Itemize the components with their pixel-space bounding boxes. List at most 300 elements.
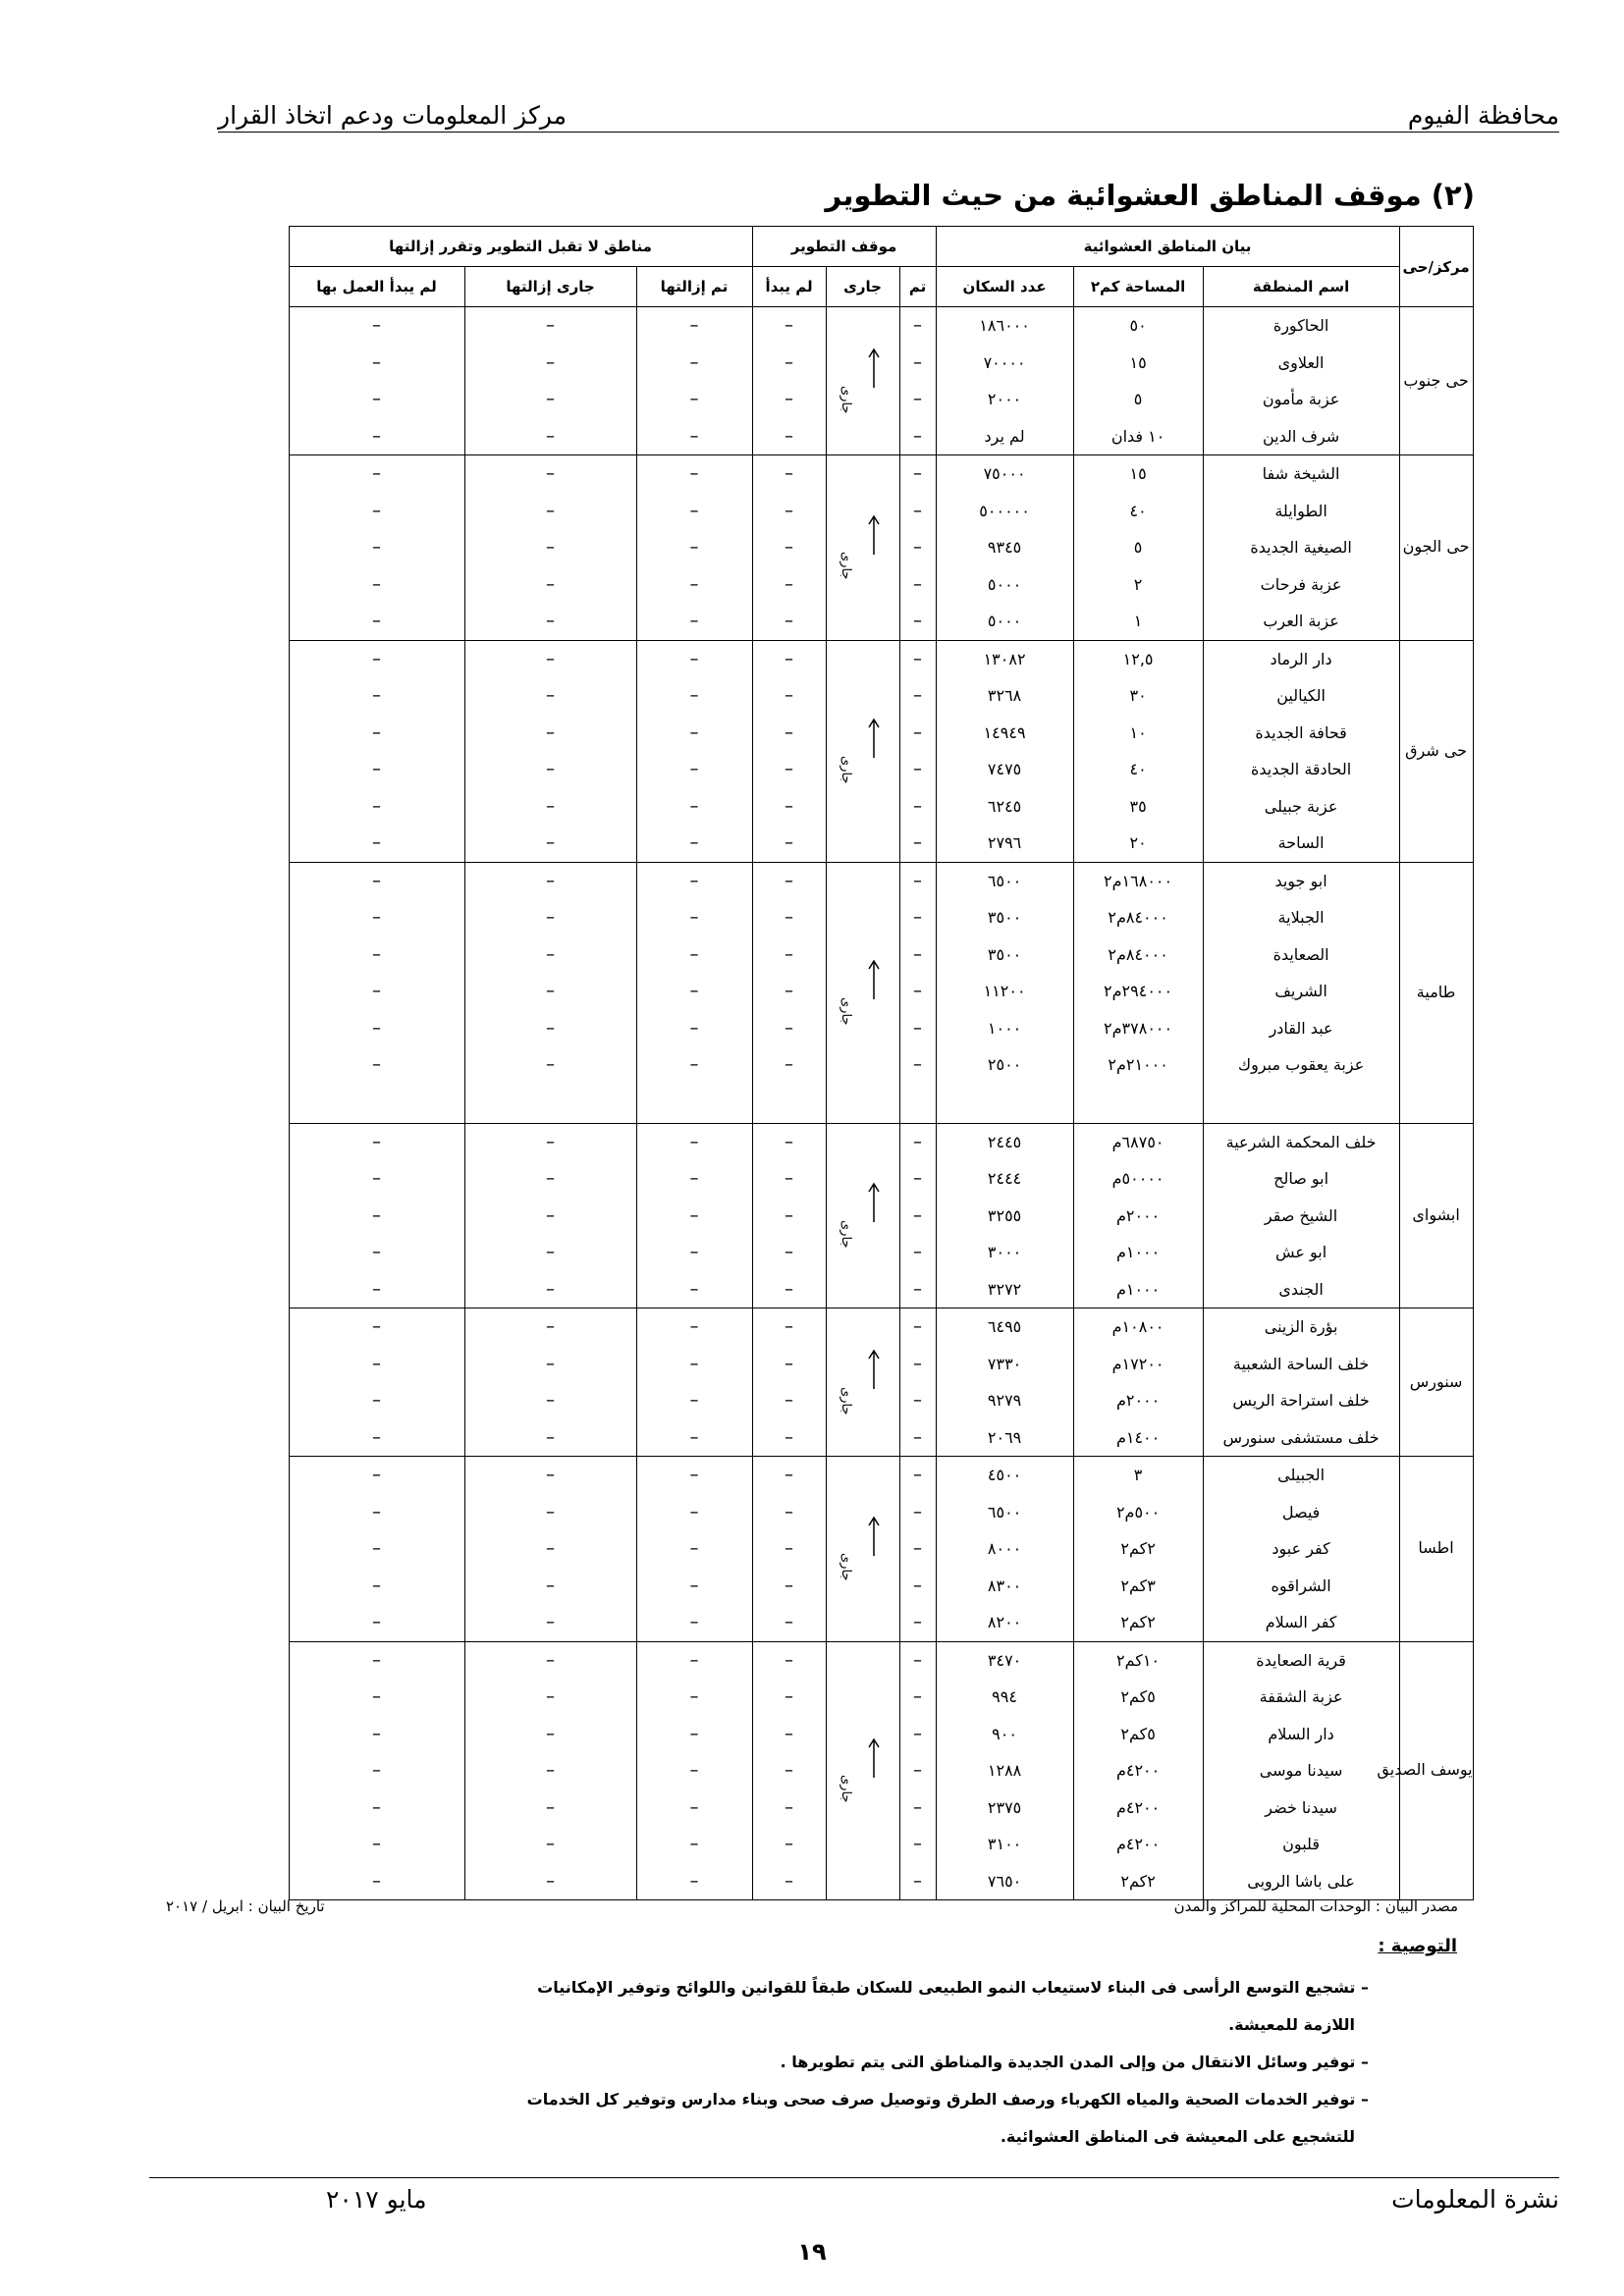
removed-cell: – <box>636 1308 752 1346</box>
not-started-cell: – <box>752 1752 826 1789</box>
size-cell: ٢٠٠٠م <box>1073 1382 1203 1419</box>
page-number: ١٩ <box>797 2238 827 2266</box>
removed-cell: – <box>636 973 752 1010</box>
removed-cell: – <box>636 381 752 418</box>
done-cell: – <box>899 1604 936 1641</box>
population-cell: ٧٥٠٠٠ <box>936 455 1073 493</box>
table-row <box>117 1382 1473 1419</box>
header-area-name: اسم المنطقة <box>1203 267 1399 307</box>
done-cell: – <box>899 1716 936 1753</box>
row-spacer <box>117 715 289 752</box>
population-cell: ٦٢٤٥ <box>936 788 1073 826</box>
recommendation-line: – توفير وسائل الانتقال من وإلى المدن الجديدة والمناطق التى يتم تطويرها . <box>780 2053 1369 2071</box>
not-started-cell: – <box>752 455 826 493</box>
not-started-work-cell: – <box>289 1271 464 1308</box>
done-cell: – <box>899 1494 936 1531</box>
row-spacer <box>117 1679 289 1716</box>
table-row <box>117 566 1473 604</box>
area-name-cell: قرية الصعايدة <box>1203 1641 1399 1679</box>
area-name-cell: الصيغية الجديدة <box>1203 529 1399 566</box>
not-started-cell: – <box>752 493 826 530</box>
recommendation-line: اللازمة للمعيشة. <box>1228 2015 1355 2034</box>
area-name-cell: دار الرماد <box>1203 640 1399 677</box>
done-cell: – <box>899 899 936 936</box>
population-cell: ٥٠٠٠ <box>936 603 1073 640</box>
not-started-cell: – <box>752 345 826 382</box>
size-cell: ٣ <box>1073 1457 1203 1494</box>
not-started-cell: – <box>752 1234 826 1271</box>
table-row <box>117 936 1473 974</box>
ongoing-label: جارى <box>839 1386 854 1415</box>
not-started-cell: – <box>752 566 826 604</box>
size-cell: ٥٠ <box>1073 307 1203 345</box>
not-started-work-cell: – <box>289 1530 464 1568</box>
not-started-work-cell: – <box>289 862 464 899</box>
table-row <box>117 603 1473 640</box>
table-notes <box>117 1897 1458 1915</box>
table-row <box>117 1716 1473 1753</box>
removed-cell: – <box>636 1160 752 1198</box>
removed-cell: – <box>636 307 752 345</box>
ongoing-cell <box>826 1308 899 1457</box>
ongoing-label: جارى <box>839 1219 854 1249</box>
ongoing-arrow-icon <box>861 345 887 417</box>
page-footer <box>149 2185 1559 2224</box>
removed-cell: – <box>636 751 752 788</box>
ongoing-cell <box>826 1457 899 1642</box>
not-started-work-cell: – <box>289 1457 464 1494</box>
removing-cell: – <box>464 418 636 455</box>
done-cell: – <box>899 345 936 382</box>
population-cell: ٨٠٠٠ <box>936 1530 1073 1568</box>
ongoing-cell <box>826 1641 899 1900</box>
not-started-cell: – <box>752 825 826 862</box>
area-name-cell: بؤرة الزينى <box>1203 1308 1399 1346</box>
not-started-cell: – <box>752 1679 826 1716</box>
ongoing-arrow-icon <box>861 1735 887 1807</box>
size-cell: ٤٢٠٠م <box>1073 1752 1203 1789</box>
row-spacer <box>117 603 289 640</box>
removing-cell: – <box>464 1641 636 1679</box>
area-name-cell: العلاوى <box>1203 345 1399 382</box>
row-spacer <box>117 1084 289 1124</box>
size-cell: ١٥ <box>1073 345 1203 382</box>
row-spacer <box>117 1346 289 1383</box>
row-spacer <box>117 1271 289 1308</box>
removed-cell: – <box>636 1046 752 1084</box>
header-removal: مناطق لا تقبل التطوير وتقرر إزالتها <box>289 227 752 267</box>
row-spacer <box>117 1826 289 1863</box>
recommendation-title: التوصية : <box>1378 1936 1457 1956</box>
size-cell: ٢١٠٠٠م٢ <box>1073 1046 1203 1084</box>
center-name: مركز المعلومات ودعم اتخاذ القرار <box>218 101 568 130</box>
population-cell: ٣٥٠٠ <box>936 899 1073 936</box>
not-started-work-cell: – <box>289 751 464 788</box>
not-started-work-cell: – <box>289 529 464 566</box>
table-row <box>117 1010 1473 1047</box>
markaz-cell: حى شرق <box>1399 640 1473 862</box>
table-row <box>117 640 1473 677</box>
not-started-work-cell: – <box>289 899 464 936</box>
markaz-cell: سنورس <box>1399 1308 1473 1457</box>
not-started-cell: – <box>752 1346 826 1383</box>
ongoing-arrow-icon <box>861 1513 887 1585</box>
done-cell: – <box>899 307 936 345</box>
header-population: عدد السكان <box>936 267 1073 307</box>
table-row <box>117 529 1473 566</box>
not-started-cell: – <box>752 1308 826 1346</box>
done-cell: – <box>899 566 936 604</box>
not-started-work-cell: – <box>289 418 464 455</box>
population-cell: ٥٠٠٠٠٠ <box>936 493 1073 530</box>
removed-cell: – <box>636 529 752 566</box>
removing-cell: – <box>464 1826 636 1863</box>
done-cell: – <box>899 1271 936 1308</box>
done-cell: – <box>899 1234 936 1271</box>
population-cell: ٧٤٧٥ <box>936 751 1073 788</box>
publication-name: نشرة المعلومات <box>1391 2185 1559 2214</box>
not-started-work-cell: – <box>289 381 464 418</box>
population-cell: ٧٠٠٠٠ <box>936 345 1073 382</box>
done-cell: – <box>899 1679 936 1716</box>
removed-cell: – <box>636 1010 752 1047</box>
removing-cell: – <box>464 1568 636 1605</box>
removing-cell: – <box>464 1789 636 1827</box>
table-row <box>117 1789 1473 1827</box>
ongoing-arrow-icon <box>861 715 887 787</box>
done-cell: – <box>899 1826 936 1863</box>
removing-cell: – <box>464 899 636 936</box>
row-spacer <box>117 1789 289 1827</box>
slum-areas-table <box>117 226 1474 1900</box>
size-cell: ٥٠٠٠٠م <box>1073 1160 1203 1198</box>
table-row <box>117 1046 1473 1084</box>
removed-cell: – <box>636 1382 752 1419</box>
header-removed: تم إزالتها <box>636 267 752 307</box>
population-cell: ١٣٠٨٢ <box>936 640 1073 677</box>
not-started-work-cell: – <box>289 1160 464 1198</box>
table-row <box>117 715 1473 752</box>
table-row <box>117 1641 1473 1679</box>
area-name-cell: الصعايدة <box>1203 936 1399 974</box>
removing-cell: – <box>464 1752 636 1789</box>
done-cell: – <box>899 1789 936 1827</box>
empty-cell <box>636 1084 752 1124</box>
not-started-cell: – <box>752 529 826 566</box>
population-cell: ٣٢٦٨ <box>936 677 1073 715</box>
removed-cell: – <box>636 1457 752 1494</box>
removed-cell: – <box>636 677 752 715</box>
removed-cell: – <box>636 1604 752 1641</box>
removing-cell: – <box>464 640 636 677</box>
not-started-cell: – <box>752 677 826 715</box>
removed-cell: – <box>636 825 752 862</box>
not-started-work-cell: – <box>289 1308 464 1346</box>
not-started-cell: – <box>752 381 826 418</box>
not-started-work-cell: – <box>289 1234 464 1271</box>
ongoing-arrow-icon <box>861 1179 887 1252</box>
row-spacer <box>117 640 289 677</box>
area-name-cell: الشريف <box>1203 973 1399 1010</box>
not-started-cell: – <box>752 1826 826 1863</box>
area-name-cell: سيدنا خضر <box>1203 1789 1399 1827</box>
population-cell: ٩٩٤ <box>936 1679 1073 1716</box>
population-cell: ٣٢٧٢ <box>936 1271 1073 1308</box>
markaz-cell: يوسف الصديق <box>1399 1641 1473 1900</box>
not-started-work-cell: – <box>289 1382 464 1419</box>
done-cell: – <box>899 862 936 899</box>
removing-cell: – <box>464 529 636 566</box>
size-cell: ٦٨٧٥٠م <box>1073 1123 1203 1160</box>
area-name-cell: الشيخ صقر <box>1203 1198 1399 1235</box>
table-row <box>117 1419 1473 1457</box>
size-cell: ٢٩٤٠٠٠م٢ <box>1073 973 1203 1010</box>
row-spacer <box>117 936 289 974</box>
not-started-cell: – <box>752 973 826 1010</box>
population-cell: ٣٠٠٠ <box>936 1234 1073 1271</box>
empty-cell <box>899 1084 936 1124</box>
row-spacer <box>117 862 289 899</box>
population-cell: ٢٠٠٠ <box>936 381 1073 418</box>
removed-cell: – <box>636 1530 752 1568</box>
area-name-cell: سيدنا موسى <box>1203 1752 1399 1789</box>
removing-cell: – <box>464 825 636 862</box>
size-cell: ١٠ <box>1073 715 1203 752</box>
removing-cell: – <box>464 1530 636 1568</box>
size-cell: ٤٠ <box>1073 751 1203 788</box>
done-cell: – <box>899 715 936 752</box>
area-name-cell: عزبة جبيلى <box>1203 788 1399 826</box>
table-row <box>117 1863 1473 1900</box>
removed-cell: – <box>636 455 752 493</box>
removed-cell: – <box>636 1641 752 1679</box>
table-row <box>117 1604 1473 1641</box>
done-cell: – <box>899 973 936 1010</box>
row-spacer <box>117 1308 289 1346</box>
done-cell: – <box>899 1863 936 1900</box>
not-started-cell: – <box>752 1716 826 1753</box>
section-title: (٢) موقف المناطق العشوائية من حيث التطوير <box>825 179 1475 212</box>
population-cell: ٩٠٠ <box>936 1716 1073 1753</box>
area-name-cell: الساحة <box>1203 825 1399 862</box>
header-not-started: لم يبدأ <box>752 267 826 307</box>
removing-cell: – <box>464 381 636 418</box>
ongoing-label: جارى <box>839 996 854 1025</box>
size-cell: ٥ <box>1073 529 1203 566</box>
done-cell: – <box>899 603 936 640</box>
done-cell: – <box>899 455 936 493</box>
population-cell: ٨٣٠٠ <box>936 1568 1073 1605</box>
not-started-cell: – <box>752 862 826 899</box>
row-spacer <box>117 1382 289 1419</box>
governorate-name: محافظة الفيوم <box>1407 101 1559 130</box>
table-row <box>117 1198 1473 1235</box>
removing-cell: – <box>464 1123 636 1160</box>
removed-cell: – <box>636 1568 752 1605</box>
area-name-cell: خلف المحكمة الشرعية <box>1203 1123 1399 1160</box>
header-ongoing: جارى <box>826 267 899 307</box>
not-started-work-cell: – <box>289 825 464 862</box>
markaz-cell: حى جنوب <box>1399 307 1473 455</box>
markaz-cell: ابشواى <box>1399 1123 1473 1308</box>
not-started-work-cell: – <box>289 936 464 974</box>
table-row <box>117 1826 1473 1863</box>
not-started-cell: – <box>752 307 826 345</box>
removing-cell: – <box>464 715 636 752</box>
removed-cell: – <box>636 1123 752 1160</box>
footer-rule <box>149 2177 1559 2178</box>
not-started-cell: – <box>752 1494 826 1531</box>
header-not-started-work: لم يبدأ العمل بها <box>289 267 464 307</box>
not-started-work-cell: – <box>289 1604 464 1641</box>
row-spacer <box>117 307 289 345</box>
population-cell: ١٨٦٠٠٠ <box>936 307 1073 345</box>
area-name-cell: شرف الدين <box>1203 418 1399 455</box>
removing-cell: – <box>464 1234 636 1271</box>
removing-cell: – <box>464 1010 636 1047</box>
removed-cell: – <box>636 640 752 677</box>
table-row <box>117 1679 1473 1716</box>
table-row <box>117 418 1473 455</box>
not-started-work-cell: – <box>289 1198 464 1235</box>
ongoing-label: جارى <box>839 755 854 783</box>
not-started-work-cell: – <box>289 493 464 530</box>
not-started-work-cell: – <box>289 1716 464 1753</box>
markaz-cell: حى الجون <box>1399 455 1473 641</box>
table-row <box>117 825 1473 862</box>
size-cell: ٥٠٠م٢ <box>1073 1494 1203 1531</box>
removed-cell: – <box>636 788 752 826</box>
done-cell: – <box>899 751 936 788</box>
not-started-work-cell: – <box>289 1010 464 1047</box>
area-name-cell: الشيخة شفا <box>1203 455 1399 493</box>
table-row <box>117 455 1473 493</box>
row-spacer <box>117 677 289 715</box>
removed-cell: – <box>636 1716 752 1753</box>
not-started-work-cell: – <box>289 307 464 345</box>
removed-cell: – <box>636 1752 752 1789</box>
table-row <box>117 862 1473 899</box>
not-started-cell: – <box>752 1271 826 1308</box>
empty-cell <box>936 1084 1073 1124</box>
ongoing-cell <box>826 307 899 455</box>
done-cell: – <box>899 1457 936 1494</box>
done-cell: – <box>899 1641 936 1679</box>
ongoing-cell <box>826 862 899 1123</box>
removing-cell: – <box>464 1198 636 1235</box>
size-cell: ٣٠ <box>1073 677 1203 715</box>
row-spacer <box>117 345 289 382</box>
not-started-cell: – <box>752 1604 826 1641</box>
not-started-cell: – <box>752 1530 826 1568</box>
size-cell: ٣كم٢ <box>1073 1568 1203 1605</box>
area-name-cell: قحافة الجديدة <box>1203 715 1399 752</box>
table-row <box>117 1123 1473 1160</box>
not-started-work-cell: – <box>289 1826 464 1863</box>
removing-cell: – <box>464 345 636 382</box>
done-cell: – <box>899 788 936 826</box>
done-cell: – <box>899 1123 936 1160</box>
not-started-work-cell: – <box>289 345 464 382</box>
size-cell: ١٥ <box>1073 455 1203 493</box>
size-cell: ١٠٨٠٠م <box>1073 1308 1203 1346</box>
removed-cell: – <box>636 418 752 455</box>
table-row <box>117 493 1473 530</box>
done-cell: – <box>899 1530 936 1568</box>
not-started-work-cell: – <box>289 455 464 493</box>
size-cell: ١٦٨٠٠٠م٢ <box>1073 862 1203 899</box>
size-cell: ١ <box>1073 603 1203 640</box>
area-name-cell: الجبيلى <box>1203 1457 1399 1494</box>
removed-cell: – <box>636 493 752 530</box>
size-cell: ٢كم٢ <box>1073 1530 1203 1568</box>
table-row <box>117 1568 1473 1605</box>
data-source: مصدر البيان : الوحدات المحلية للمراكز والمدن <box>1173 1897 1458 1915</box>
table-row <box>117 751 1473 788</box>
area-name-cell: عزبة العرب <box>1203 603 1399 640</box>
row-spacer <box>117 1457 289 1494</box>
ongoing-label: جارى <box>839 1775 854 1803</box>
recommendation-line: – توفير الخدمات الصحية والمياه الكهرباء ورصف الطرق وتوصيل صرف صحى وبناء مدارس وتوفير كل الخدمات <box>526 2090 1369 2109</box>
area-name-cell: عبد القادر <box>1203 1010 1399 1047</box>
row-spacer <box>117 418 289 455</box>
area-name-cell: قلبون <box>1203 1826 1399 1863</box>
removed-cell: – <box>636 1346 752 1383</box>
size-cell: ٣٥ <box>1073 788 1203 826</box>
ongoing-cell <box>826 455 899 641</box>
area-name-cell: خلف مستشفى سنورس <box>1203 1419 1399 1457</box>
not-started-work-cell: – <box>289 715 464 752</box>
row-spacer <box>117 973 289 1010</box>
table-body <box>117 307 1473 1900</box>
table-row <box>117 1271 1473 1308</box>
not-started-cell: – <box>752 1123 826 1160</box>
not-started-cell: – <box>752 715 826 752</box>
recommendation-line: للتشجيع على المعيشة فى المناطق العشوائية. <box>1000 2127 1355 2146</box>
area-name-cell: الحادقة الجديدة <box>1203 751 1399 788</box>
markaz-cell: طامية <box>1399 862 1473 1123</box>
not-started-work-cell: – <box>289 1419 464 1457</box>
done-cell: – <box>899 1160 936 1198</box>
done-cell: – <box>899 1046 936 1084</box>
removing-cell: – <box>464 1494 636 1531</box>
header-status: موقف التطوير <box>752 227 936 267</box>
area-name-cell: عزبة فرحات <box>1203 566 1399 604</box>
done-cell: – <box>899 825 936 862</box>
recommendation-line: – تشجيع التوسع الرأسى فى البناء لاستيعاب النمو الطبيعى للسكان طبقاً للقوانين واللوائح وتوفير الإمكانيات <box>537 1978 1369 1997</box>
not-started-cell: – <box>752 1789 826 1827</box>
not-started-work-cell: – <box>289 1346 464 1383</box>
removing-cell: – <box>464 677 636 715</box>
population-cell: ٧٣٣٠ <box>936 1346 1073 1383</box>
not-started-work-cell: – <box>289 1789 464 1827</box>
header-info: بيان المناطق العشوائية <box>936 227 1399 267</box>
row-spacer <box>117 1419 289 1457</box>
table-row <box>117 1234 1473 1271</box>
row-spacer <box>117 566 289 604</box>
header-done: تم <box>899 267 936 307</box>
area-name-cell: الكيالين <box>1203 677 1399 715</box>
removed-cell: – <box>636 566 752 604</box>
table-row <box>117 1530 1473 1568</box>
table-row <box>117 1308 1473 1346</box>
removing-cell: – <box>464 936 636 974</box>
removing-cell: – <box>464 1716 636 1753</box>
population-cell: ٩٢٧٩ <box>936 1382 1073 1419</box>
header-size: المساحة كم٢ <box>1073 267 1203 307</box>
size-cell: ٨٤٠٠٠م٢ <box>1073 936 1203 974</box>
done-cell: – <box>899 677 936 715</box>
